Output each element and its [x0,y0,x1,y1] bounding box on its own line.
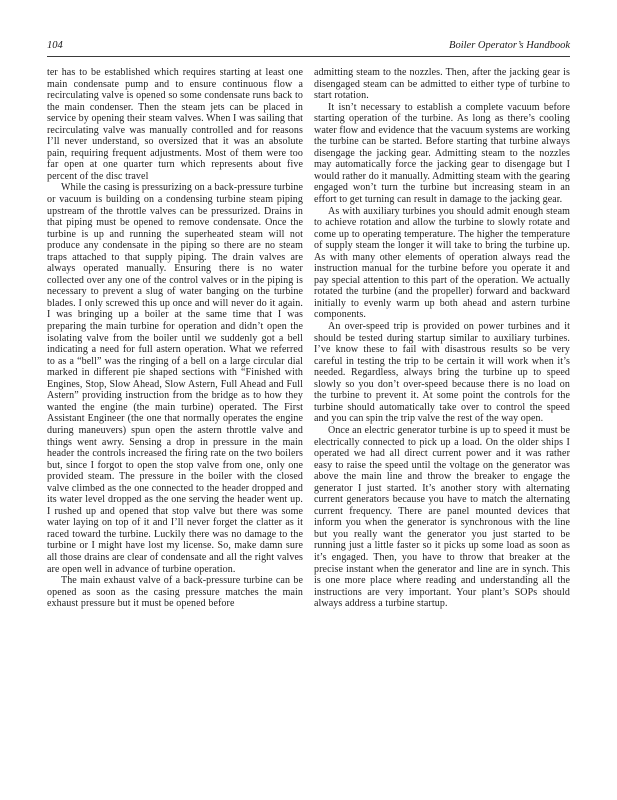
paragraph: ter has to be established which requires starting at least one main condensate pump and to ensure continuous flow a recirculating valve is opened so some condensate runs back to the main condenser. Then the steam jets can be placed in service by opening their steam valves. When I was sailing that recirculating valve was manually controlled and for reasons I’ll never understand, so oversized that it was an absolute pain, requiring frequent adjustments. Most of them were too far open at one quarter turn which represents about five percent of the disc travel [47,67,303,182]
text-columns [47,67,570,610]
paragraph: It isn’t necessary to establish a complete vacuum before starting operation of the turbine. As long as there’s cooling water flow and evidence that the vacuum systems are working the turbine can be started. Before starting that turbine always disengage the jacking gear. Admitting steam to the nozzles may automatically force the jacking gear to disengage but I would rather do it manually. Admitting steam with the gearing engaged won’t turn the turbine but increasing steam in an effort to get turning can result in damage to the jacking gear. [314,101,570,206]
paragraph: While the casing is pressurizing on a back-pressure turbine or vacuum is building on a condensing turbine steam piping upstream of the throttle valves can be pressurized. Drains in that piping must be opened to remove condensate. Once the turbine is up and running the superheated steam will not produce any condensate in the piping so there are no steam traps attached to that supply piping. The drain valves are always operated manually. Ensuring there is no water collected over any one of the control valves or in the piping is necessary to prevent a slug of water banging on the turbine blades. I only screwed this up once and will never do it again. I was bringing up a boiler at the same time that I was preparing the main turbine for operation and didn’t open the isolating valve from the boiler until we suddenly got a bell indicating a need for full astern operation. What we referred to as a “bell” was the ringing of a bell on a large circular dial marked in different pie shaped sections with “Finished with Engines, Stop, Slow Ahead, Slow Astern, Full Ahead and Full Astern” providing instruction from the bridge as to how they wanted the engine (the main turbine) operated. The First Assistant Engineer (the one that normally operates the engine during maneuvers) spun open the astern throttle valve and things went awry. Sensing a drop in pressure in the main header the controls increased the firing rate on the two boilers but, since I forgot to open the stop valve from one, only one provided steam. The pressure in the boiler with the closed valve climbed as the one connected to the header dropped and its water level dropped as the one serving the header went up. I rushed up and opened that stop valve but there was some water laying on top of it and I’ll never forget the clatter as it raced toward the turbine. Luckily there was no damage to the turbine or I might have lost my license. So, make damn sure all those drains are clear of condensate and all the right valves are open well in advance of turbine operation. [47,182,303,575]
running-header [47,40,570,57]
paragraph: The main exhaust valve of a back-pressure turbine can be opened as soon as the casing pressure matches the main exhaust pressure but it must be opened before [47,575,303,610]
paragraph: admitting steam to the nozzles. Then, after the jacking gear is disengaged steam can be admitted to either type of turbine to start rotation. [314,67,570,102]
book-title: Boiler Operator’s Handbook [449,40,570,51]
paragraph: As with auxiliary turbines you should admit enough steam to achieve rotation and allow the turbine to slowly rotate and come up to operating temperature. The higher the temperature of supply steam the longer it will take to bring the turbine up. As with many other elements of operation always read the instruction manual for the turbine before you operate it and pay special attention to this part of the operation. We actually rotated the turbine (and the propeller) forward and backward initially to evenly warm up both ahead and astern turbine components. [314,205,570,321]
page-number: 104 [47,40,63,51]
paragraph: Once an electric generator turbine is up to speed it must be electrically connected to pick up a load. On the older ships I operated we had all direct current power and it was rather easy to raise the speed until the voltage on the generator was above the main line and throw the breaker to engage the generator I just started. It’s another story with alternating current generators because you have to match the alternating current frequency. There are panel mounted devices that inform you when the generator is synchronous with the line but you really want the generator you just started to be running just a little faster so it picks up some load as soon as it’s engaged. Then, you have to throw that breaker at the precise instant when the generator and line are in synch. This is one more place where reading and understanding all the instructions are very important. Your plant’s SOPs should always address a turbine startup. [314,424,570,610]
right-column [314,67,570,610]
paragraph: An over-speed trip is provided on power turbines and it should be tested during startup similar to auxiliary turbines. I’ve know these to fail with disastrous results so be very careful in testing the trip to be certain it will work when it’s needed. Regardless, always bring the turbine up to speed slowly so you don’t over-speed because there is no load on the turbine to prevent it. At some point the controls for the turbine should automatically take over to control the speed and you can spin the trip valve the rest of the way open. [314,321,570,425]
left-column [47,67,303,610]
